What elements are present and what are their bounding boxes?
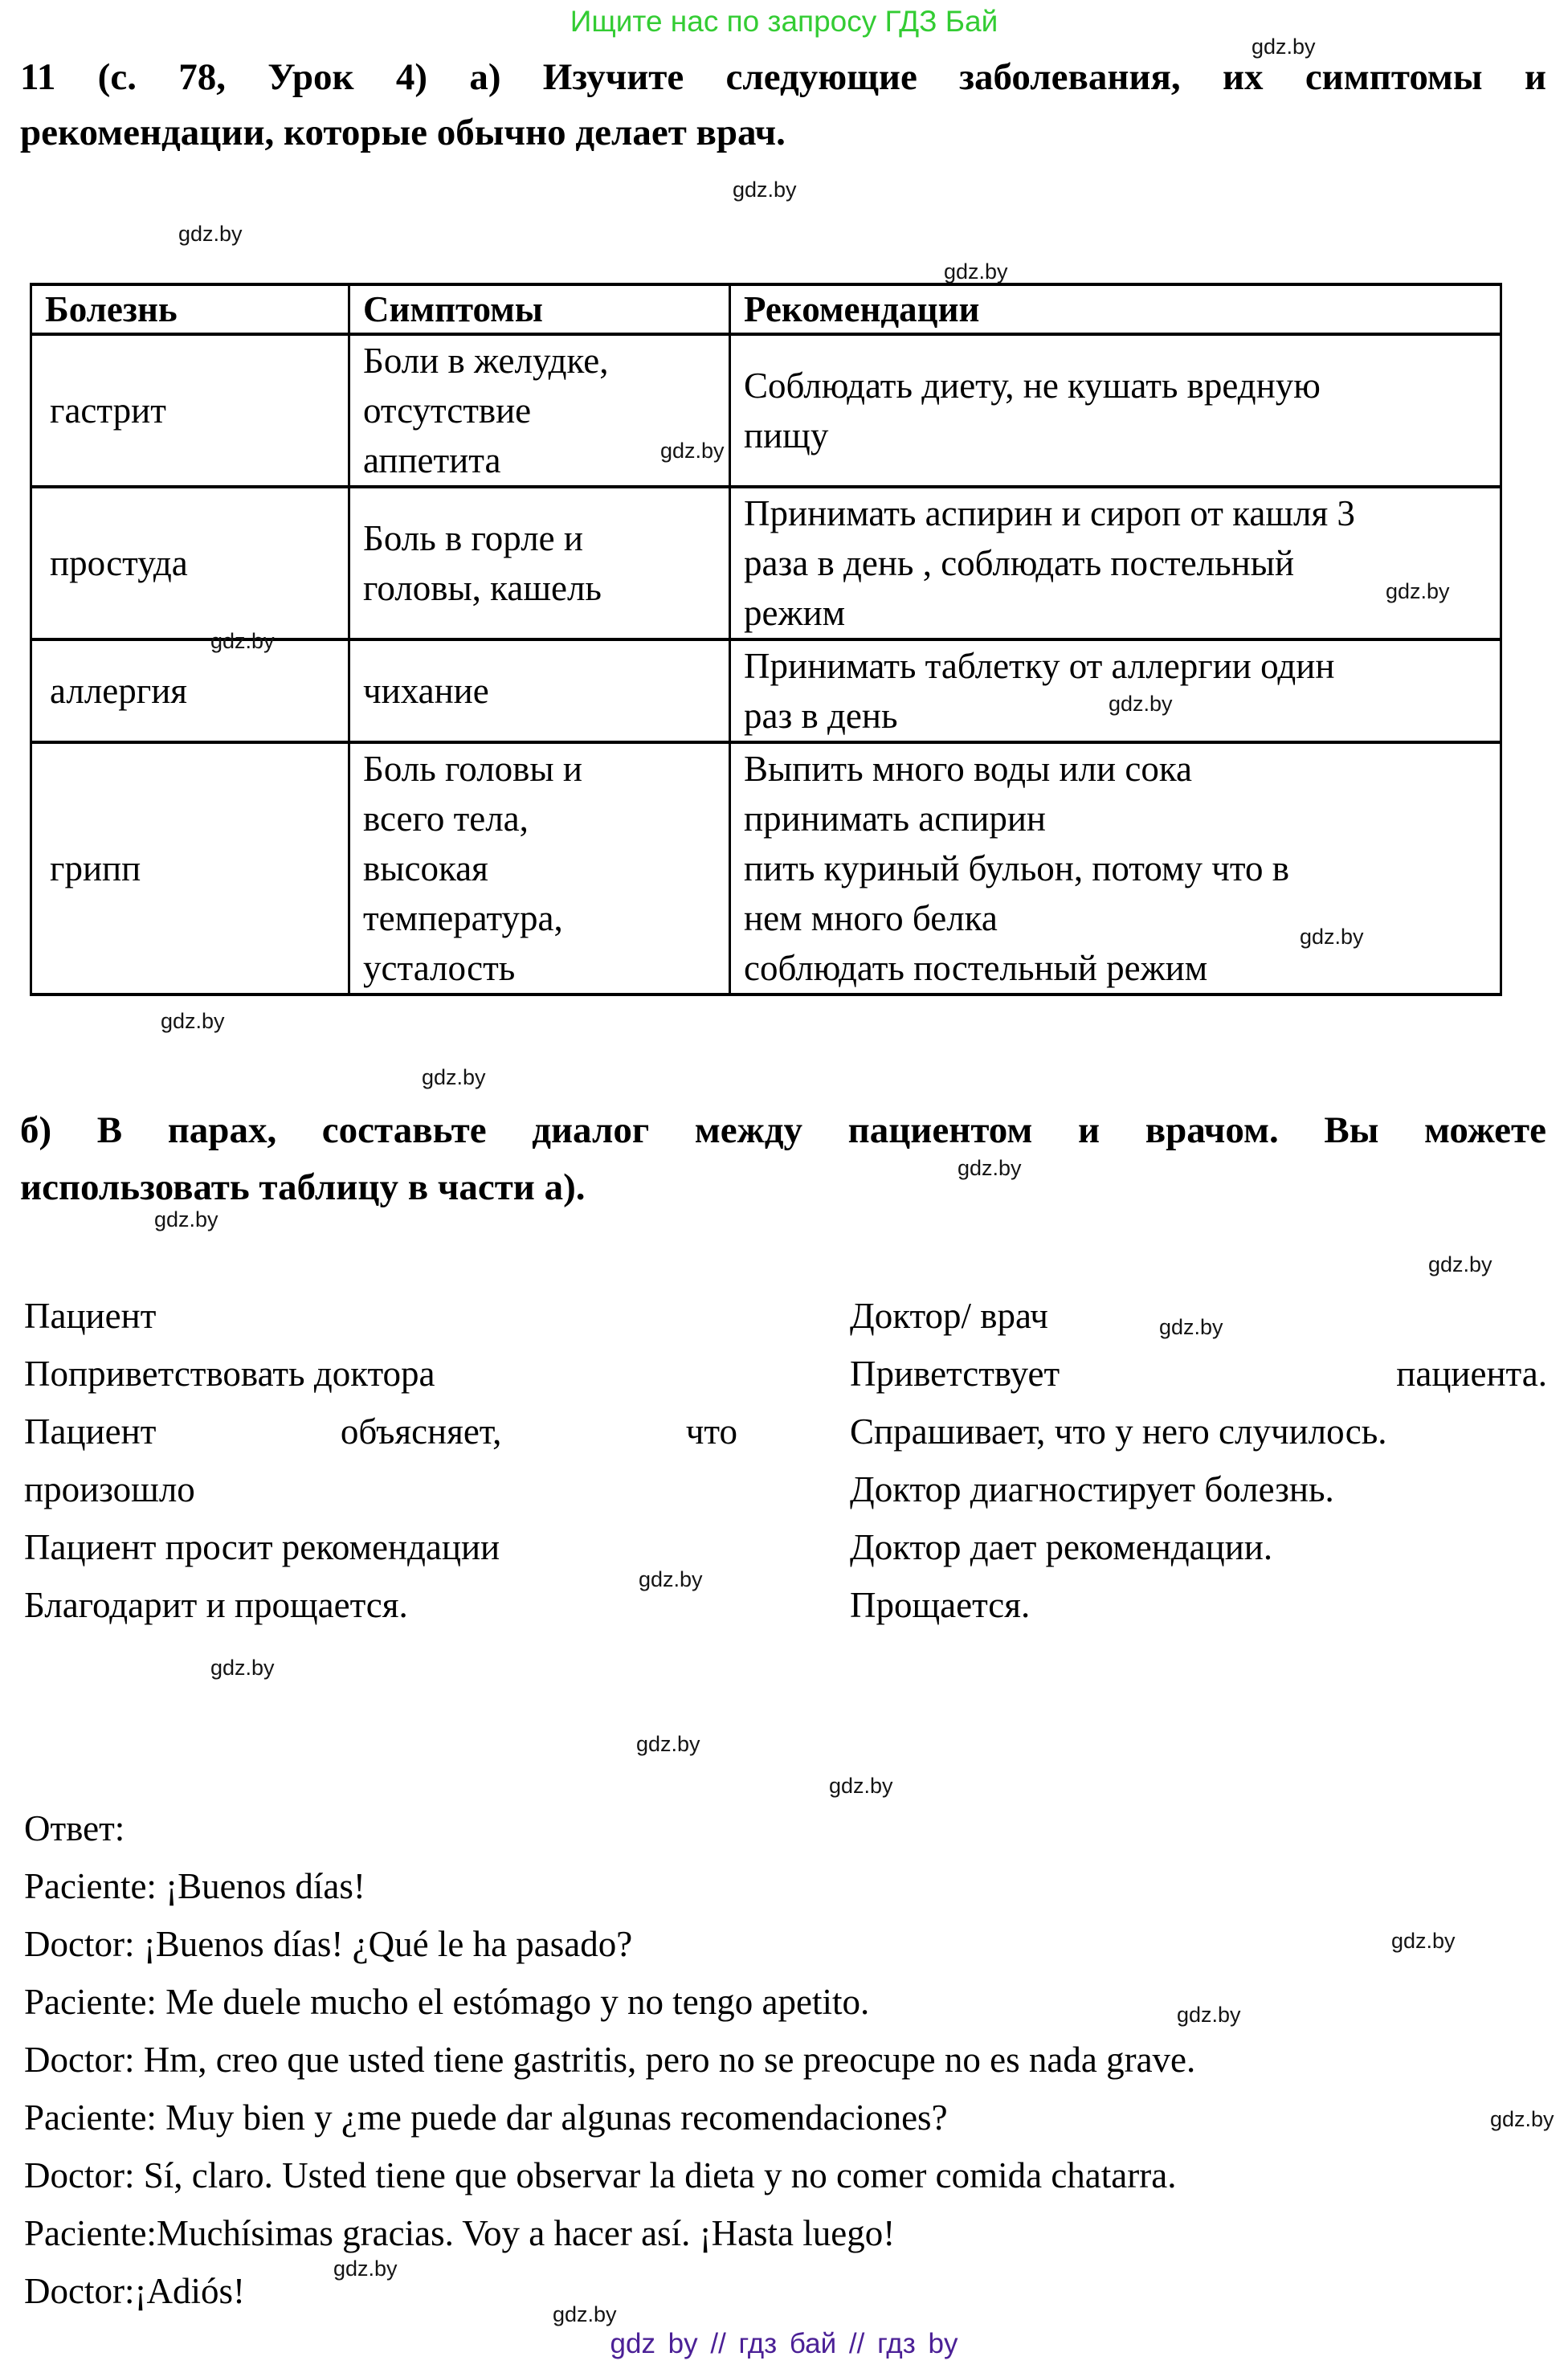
plan-line: Пациент просит рекомендации — [24, 1527, 500, 1567]
symptoms-cell — [349, 639, 730, 742]
table-header-recommendations: Рекомендации — [730, 284, 1501, 334]
gdz-watermark: gdz.by — [944, 259, 1008, 284]
footer-links: gdz by // гдз бай // гдз by — [610, 2328, 958, 2359]
recommendations-cell-line: раза в день , соблюдать постельный — [744, 543, 1295, 583]
plan-line: Доктор/ врач — [850, 1296, 1048, 1336]
symptoms-cell-line: Боль головы и — [363, 749, 582, 789]
gdz-watermark: gdz.by — [660, 439, 725, 463]
answer-section — [24, 1799, 1558, 2320]
plan-line: Спрашивает, что у него случилось. — [850, 1411, 1387, 1452]
gdz-watermark: gdz.by — [958, 1156, 1022, 1180]
disease-cell — [31, 742, 349, 995]
part-b-title-line-1: б) В парах, составьте диалог между пациентом и врачом. Вы можете — [20, 1109, 1546, 1151]
gdz-watermark: gdz.by — [1109, 692, 1173, 716]
page-title-line-2: рекомендации, которые обычно делает врач. — [20, 112, 786, 153]
table-row — [31, 334, 1501, 487]
symptoms-cell-line: чихание — [363, 671, 489, 711]
recommendations-cell-line: пить куриный бульон, потому что в — [744, 848, 1289, 888]
disease-cell — [31, 639, 349, 742]
page-title — [20, 50, 1546, 161]
recommendations-cell-line: Принимать таблетку от аллергии один — [744, 646, 1335, 686]
gdz-watermark: gdz.by — [210, 1656, 275, 1680]
plan-line: Доктор дает рекомендации. — [850, 1527, 1273, 1567]
patient-column — [24, 1287, 737, 1634]
symptoms-cell-line: аппетита — [363, 440, 501, 480]
part-b-title — [20, 1102, 1546, 1216]
gdz-watermark: gdz.by — [210, 629, 275, 653]
disease-cell-line: аллергия — [50, 671, 187, 711]
gdz-watermark: gdz.by — [161, 1009, 225, 1033]
table-header-row — [31, 284, 1501, 334]
recommendations-cell — [730, 334, 1501, 487]
promo-banner: Ищите нас по запросу ГДЗ Бай — [570, 5, 998, 38]
gdz-watermark: gdz.by — [154, 1207, 218, 1231]
plan-line: Благодарит и прощается. — [24, 1585, 408, 1625]
plan-line: Приветствует пациента. — [850, 1354, 1547, 1394]
recommendations-cell — [730, 742, 1501, 995]
dialogue-line: Doctor:¡Adiós! — [24, 2271, 245, 2311]
gdz-watermark: gdz.by — [733, 178, 797, 202]
gdz-watermark: gdz.by — [422, 1065, 486, 1089]
disease-cell — [31, 334, 349, 487]
dialogue-line: Paciente: ¡Buenos días! — [24, 1866, 365, 1906]
gdz-watermark: gdz.by — [178, 222, 243, 246]
answer-label: Ответ: — [24, 1808, 125, 1848]
gdz-watermark: gdz.by — [639, 1567, 703, 1591]
symptoms-cell-line: Боль в горле и — [363, 518, 583, 558]
dialogue-line: Doctor: Hm, creo que usted tiene gastritis, pero no se preocupe no es nada grave. — [24, 2040, 1196, 2080]
plan-line: Пациент — [24, 1296, 157, 1336]
recommendations-cell-line: Соблюдать диету, не кушать вредную — [744, 366, 1321, 406]
table-header-disease: Болезнь — [31, 284, 349, 334]
part-b-title-line-2: использовать таблицу в части а). — [20, 1166, 586, 1208]
table-row — [31, 742, 1501, 995]
plan-line: Прощается. — [850, 1585, 1031, 1625]
symptoms-cell-line: всего тела, — [363, 798, 529, 839]
gdz-watermark: gdz.by — [829, 1774, 893, 1798]
recommendations-cell-line: режим — [744, 593, 846, 633]
table-row — [31, 487, 1501, 639]
plan-line: произошло — [24, 1469, 195, 1509]
diseases-table-body — [31, 334, 1501, 995]
recommendations-cell-line: пищу — [744, 415, 829, 455]
dialogue-line: Paciente: Muy bien y ¿me puede dar algunas recomendaciones? — [24, 2097, 948, 2138]
disease-cell-line: грипп — [50, 848, 141, 888]
symptoms-cell-line: температура, — [363, 898, 563, 938]
gdz-watermark: gdz.by — [1490, 2107, 1554, 2131]
disease-cell-line: гастрит — [50, 390, 166, 431]
recommendations-cell-line: принимать аспирин — [744, 798, 1047, 839]
symptoms-cell-line: Боли в желудке, — [363, 341, 609, 381]
plan-line: Поприветствовать доктора — [24, 1354, 435, 1394]
plan-line: Доктор диагностирует болезнь. — [850, 1469, 1334, 1509]
recommendations-cell-line: нем много белка — [744, 898, 998, 938]
dialogue-line: Doctor: ¡Buenos días! ¿Qué le ha pasado? — [24, 1924, 633, 1964]
recommendations-cell-line: Принимать аспирин и сироп от кашля 3 — [744, 493, 1355, 533]
gdz-watermark: gdz.by — [1159, 1315, 1223, 1339]
page-title-line-1: 11 (с. 78, Урок 4) а) Изучите следующие заболевания, их симптомы и — [20, 56, 1546, 98]
gdz-watermark: gdz.by — [1391, 1929, 1456, 1953]
gdz-watermark: gdz.by — [636, 1732, 700, 1756]
dialogue-line: Doctor: Sí, claro. Usted tiene que observar la dieta y no comer comida chatarra. — [24, 2155, 1177, 2195]
symptoms-cell-line: усталость — [363, 948, 516, 988]
disease-cell-line: простуда — [50, 543, 188, 583]
gdz-watermark: gdz.by — [1386, 579, 1450, 603]
gdz-watermark: gdz.by — [333, 2257, 398, 2281]
gdz-watermark: gdz.by — [1428, 1252, 1492, 1276]
gdz-watermark: gdz.by — [1252, 35, 1316, 59]
gdz-watermark: gdz.by — [1300, 925, 1364, 949]
symptoms-cell-line: отсутствие — [363, 390, 532, 431]
recommendations-cell-line: соблюдать постельный режим — [744, 948, 1208, 988]
symptoms-cell-line: высокая — [363, 848, 488, 888]
gdz-watermark: gdz.by — [1177, 2003, 1241, 2027]
table-row — [31, 639, 1501, 742]
recommendations-cell-line: раз в день — [744, 696, 898, 736]
symptoms-cell — [349, 742, 730, 995]
recommendations-cell — [730, 487, 1501, 639]
symptoms-cell-line: головы, кашель — [363, 568, 602, 608]
disease-cell — [31, 487, 349, 639]
symptoms-cell — [349, 334, 730, 487]
dialogue-line: Paciente: Me duele mucho el estómago y no tengo apetito. — [24, 1982, 870, 2022]
recommendations-cell-line: Выпить много воды или сока — [744, 749, 1193, 789]
symptoms-cell — [349, 487, 730, 639]
gdz-watermark: gdz.by — [553, 2302, 617, 2326]
table-header-symptoms: Симптомы — [349, 284, 730, 334]
plan-line: Пациент объясняет, что — [24, 1411, 737, 1452]
dialogue-line: Paciente:Muchísimas gracias. Voy a hacer así. ¡Hasta luego! — [24, 2213, 896, 2253]
